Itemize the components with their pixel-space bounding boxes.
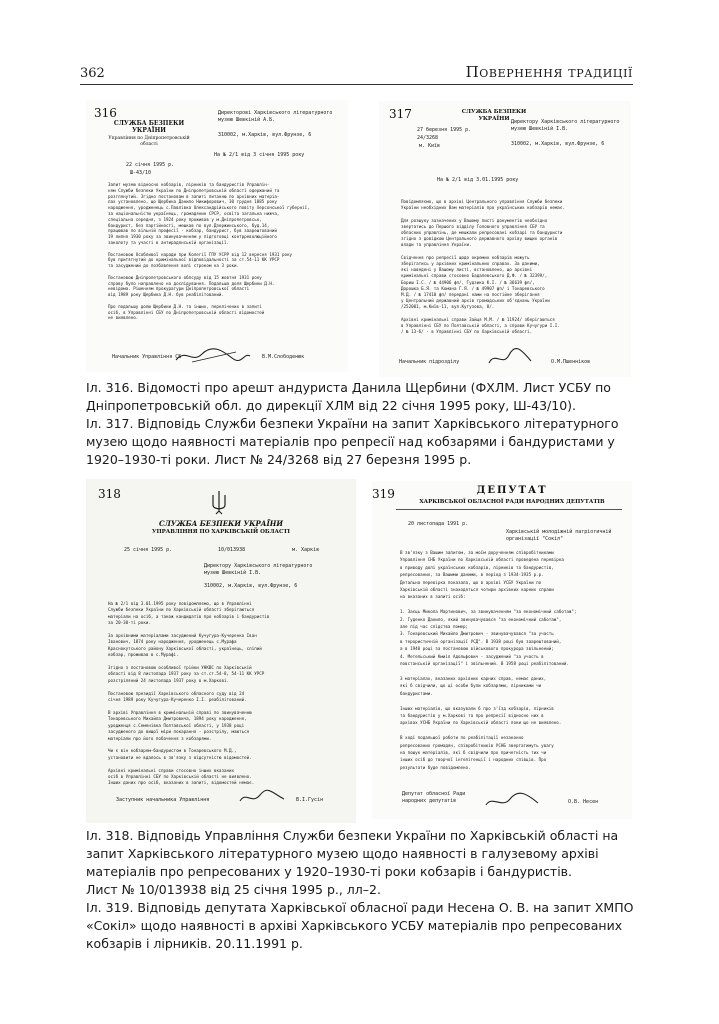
body-line: справу було направлено на дослідування. Подальша доля Щербини Д.Н.: [108, 280, 275, 286]
body-line: від 1989 року Щербина Д.Н. був реабілітований.: [108, 292, 224, 298]
figure-number: 319: [372, 487, 395, 501]
document-image-319: [372, 481, 632, 819]
body-line: [400, 668, 626, 675]
body-line: лах установлено, що Щербина Данило Никифорович, 30 грудня 1885 року: [108, 199, 277, 205]
body-line: влади та управління України.: [401, 242, 472, 248]
body-line: /252001, м.Київ-11, вул.Кутузова, 8/.: [401, 304, 495, 310]
body-line: Дорошка Б.Я. та Комана Г.Я. / № 49907 фп/ і Тонаревського: [401, 285, 545, 291]
header-divider: [396, 509, 622, 510]
doc-place: м. Київ: [419, 143, 441, 149]
signature: [236, 789, 288, 807]
body-line: у Центральний державний архів громадських об'єднань України: [401, 298, 550, 304]
body-line: Детальна перевірка показала, що в архіві УСБУ України по: [400, 579, 542, 585]
org-subtitle: Управління по Дніпропетровській області: [108, 136, 190, 147]
body-line: установити не вдалось в зв'язку з відсутністю відомостей.: [108, 754, 252, 760]
body-line: 2. Гуденко Данило, який звинувачувався "за економічний саботаж",: [400, 616, 562, 622]
address: 310002, м.Харків, вул.Фрунзе, 6: [204, 583, 298, 589]
page-number: 362: [80, 66, 105, 81]
body-line: матеріали на осіб, а також кандидатів про кобзарів і бандуристів: [108, 613, 270, 619]
doc-date: 22 січня 1995 р.: [126, 162, 175, 168]
body-line: На № 2/1 від 3.01.1995 року повідомляємо, що в Управлінні: [108, 601, 252, 606]
body-line: Запит музею відносно кобзарів, лірників та бандуристів Управлін-: [108, 182, 270, 187]
body-line: народження, уродженець с.Павлівка Олександрійського повіту Херсонської губернії,: [108, 205, 310, 211]
signer-title: Начальник підрозділу: [399, 359, 460, 365]
body-line: 4. Метельський Кмиіл Адольфович - засуджений "за участь в: [400, 653, 544, 659]
body-line: / № 13-б/ - в Управлінні СБУ по Харківській області.: [401, 329, 533, 335]
reference: На № 2/1 від 3 січня 1995 року: [214, 152, 305, 158]
org-name: СЛУЖБА БЕЗПЕКИ УКРАЇНИ: [113, 120, 185, 134]
body-line: в приводу долі українських кобзарів, лірників та бандуристів,: [400, 564, 554, 570]
signer-title: Депутат обласної Ради народних депутатів: [402, 791, 466, 804]
body-line: Інших даних про осіб, вказаних в запиті, відомостей немає.: [108, 780, 255, 786]
body-line: ням Служби безпеки України по Дніпропетровській області одержаний та: [108, 187, 280, 193]
deputy-title: ДЕПУТАТ: [476, 485, 548, 496]
body-line: які б свідчили, що ці особи були кобзарями, лірниками чи: [400, 683, 542, 689]
signer-name: О.В. Несен: [568, 799, 599, 805]
body-line: але під час слідства помер;: [400, 624, 469, 630]
body-line: Чи є він кобзарем-бандуристом в Тонаревського М.Д.,: [108, 748, 237, 754]
body-line: [400, 727, 626, 734]
trident-emblem: [209, 489, 229, 515]
body-line: Бориш І.С. / № 44906 фп/, Гудзика К.І. / № 36639 фп/,: [401, 279, 535, 285]
figure-number: 316: [94, 106, 117, 120]
body-line: засудженого до вищої міри покарання - розстрілу, маються: [108, 729, 250, 735]
body-line: 19 липня 1930 року за звинуваченням у підготовці контрреволюційного: [108, 234, 277, 240]
address: 310002, м.Харків, вул.Фрунзе, 6: [218, 132, 312, 138]
caption-317: Іл. 317. Відповідь Служби безпеки України на запит Харківського літературного музею щодо наявності матеріалів про репресії над кобзарями і бандуристами у 1920–1930-ті роки. Лист № 24/3268 від 27 березня 1995 р.: [86, 416, 619, 467]
document-image-318: [86, 479, 356, 823]
body-line: обласних управлінь, де мешкали репресовані кобзарі та бандуристи: [401, 230, 563, 236]
figure-number: 317: [389, 107, 412, 121]
document-image-316: [86, 100, 348, 372]
doc-date: 20 листопада 1991 р.: [408, 521, 469, 527]
body-line: розглянутий. Згідно постановам в запиті питанню по архівних матеріа-: [108, 193, 280, 199]
body-line: За архівними матеріалами засуджений Кучугура-Кучеренко Іван: [108, 633, 257, 639]
body-line: Постановою президії Харківського обласного суду від 24: [108, 690, 245, 696]
body-line: Свідчення про репресії щодо окремих кобзарів можуть: [401, 254, 530, 260]
doc-number: 24/3268: [417, 135, 439, 141]
body-line: Управління СНБ України по Харківській області проведена перевірка: [400, 557, 564, 563]
deputy-subtitle: ХАРКІВСЬКОЇ ОБЛАСНОЇ РАДИ НАРОДНИХ ДЕПУТАТІВ: [419, 499, 605, 505]
body-line: бандуристами.: [400, 690, 433, 696]
signature: [482, 791, 542, 811]
body-line: бандурист, без партійності, мешкав по вул.Дзержинського, буд.14,: [108, 222, 270, 228]
body-line: Для розшуку зазначених у Вашому листі документів необхідно: [401, 217, 548, 223]
body-line: репресованих, за Вашими даними, в період з 1934-1935 р.р.: [400, 572, 544, 578]
body-line: січня 1989 року Кучугура-Кучеренко І.І. реабілітований.: [108, 697, 247, 703]
body-line: осіб в Управлінні СБУ по Харківській області не виявлено.: [108, 773, 252, 779]
body-line: кримінальні справи стосовно Бадалевського Д.Ф. / № 32399/,: [401, 273, 548, 279]
body-line: розстріляний 24 листопада 1937 року в м.Харкові.: [108, 677, 230, 683]
body-line: Постановою Дніпропетровського облсуду від 15 жовтня 1931 року: [108, 274, 262, 280]
running-title: Повернення традиції: [465, 63, 633, 81]
body-line: інших осіб до творчої інтелігенції і народних співців. Про: [400, 757, 547, 763]
addressee: Директору Харківського літературного музею Шевкіній І.В.: [204, 563, 313, 576]
org-name: СЛУЖБА БЕЗПЕКИ УКРАЇНИ: [461, 109, 527, 122]
body-line: Служби безпеки України по Харківській області зберігаються: [108, 607, 255, 613]
body-line: репресованих громадян, співробітників УСНБ звертатимуть увагу: [400, 742, 554, 748]
doc-body: [400, 549, 626, 771]
addressee: Харківській молодіжній патріотичній організації "Сокіл": [506, 529, 612, 542]
body-line: Тонаревського Михайла Дмитровича, 1894 року народження,: [108, 716, 247, 722]
body-line: Повідомляємо, що в архіві Центрального управління Служби безпеки: [401, 199, 563, 204]
body-line: та бандуристів у м.Харкові та про репресії відносно них в: [400, 712, 544, 718]
body-line: архівах УСНБ України по Харківській області поки що не виявлено.: [400, 720, 562, 726]
addressee: Директору Харківського літературного музею Шевкіній І.В.: [511, 119, 620, 132]
doc-body: [401, 199, 623, 335]
org-name: СЛУЖБА БЕЗПЕКИ УКРАЇНИ: [159, 519, 283, 528]
body-line: на пошук матеріалів, які б свідчили про причетність тих чи: [400, 749, 547, 755]
body-line: М.Д. / № 17410 фп/ передані нами на постійне зберігання: [401, 292, 540, 298]
body-line: був притягнутий до кримінальної відповідальності за ст.54-11 КК УРСР: [108, 257, 280, 263]
body-line: які наведені у Вашому листі, встановлено, що архівні: [401, 267, 533, 273]
body-line: уродженця с.Семенівка Полтавської області, у 1938 році: [108, 722, 245, 728]
doc-number: 10/013938: [218, 547, 246, 553]
body-line: осіб, в Управлінні СБУ по Дніпропетровській області відомостей: [108, 309, 265, 315]
signer-name: В.М.Слободенюк: [262, 354, 305, 360]
body-line: Харківській області знаходяться чотири архівних карних справи: [400, 587, 554, 593]
body-line: Іванович, 1874 року народження, уродженець с.Мурафа: [108, 639, 237, 645]
body-line: матеріали про його побачення з кобзарями.: [108, 735, 212, 741]
body-line: 1. Заєць Микола Мартинович, за звинуваченням "за економічний саботаж";: [400, 609, 577, 615]
body-line: Архівні кримінальні справи стосовно інших вказаних: [108, 767, 235, 773]
org-subtitle: УПРАВЛІННЯ ПО ХАРКІВСЬКІЙ ОБЛАСТІ: [151, 529, 290, 535]
doc-date: 27 березня 1995 р.: [417, 127, 472, 133]
figure-number: 318: [98, 487, 121, 501]
doc-body: [108, 182, 336, 321]
signature: [485, 347, 535, 369]
body-line: за національністю українець, громадянин СРСР, освіта загальна нижча,: [108, 210, 280, 216]
doc-body: [108, 601, 344, 787]
body-line: результати буде повідомлено.: [400, 764, 471, 770]
body-line: В архіві Управління в кримінальній справі по звинуваченню: [108, 709, 252, 715]
body-line: не виявлено.: [108, 315, 139, 321]
body-line: за 20-30-ті роки.: [108, 620, 151, 626]
signer-title: Заступник начальника Управління: [116, 797, 210, 803]
body-line: на вказаних в запиті осіб:: [400, 594, 466, 600]
body-line: заколоту та участі в антирадянській організації.: [108, 239, 230, 245]
body-line: Архівні кримінальні справи Зайця М.М. / № 11924/ зберігаються: [401, 316, 555, 322]
body-line: З матеріалах, вказаних архівних карних справ, немає даних,: [400, 675, 547, 681]
body-line: в Управлінні СБУ по Полтавській області, а справи Кучугури І.І.: [401, 323, 560, 329]
body-line: згідно з довідкою Центрального державного архіву вищих органів: [401, 236, 558, 242]
body-line: зберігатись у архівних кримінальних справах. За даними,: [401, 261, 540, 267]
caption-319: Іл. 319. Відповідь депутата Харківської обласної ради Несена О. В. на запит ХМПО «Сокіл» щодо наявності в архіві Харківського УСБУ матеріалів про репресованих кобзарів і лірників. 20.11.1991 р.: [86, 900, 634, 951]
doc-date: 25 січня 1995 р.: [124, 547, 173, 553]
caption-318-letter: Лист № 10/013938 від 25 січня 1995 р., лл–2.: [86, 882, 381, 897]
doc-place: м. Харків: [292, 547, 320, 553]
doc-number: Ш-43/10: [130, 170, 152, 176]
body-line: В зв'язку з Вашим запитом, за моїм дорученням співробітниками: [400, 550, 554, 555]
body-line: повстанській організації" і звільнений. В 1958 році реабілітований.: [400, 661, 569, 667]
caption-316: Іл. 316. Відомості про арешт андуриста Данила Щербини (ФХЛМ. Лист УСБУ по Дніпропетровській обл. до дирекції ХЛМ від 22 січня 1995 року, Ш-43/10).: [86, 380, 611, 413]
signature: [172, 346, 252, 366]
body-line: області від 8 листопада 1937 року за ст.ст.54-8, 54-11 КК УРСР: [108, 671, 265, 677]
body-line: В ході подальшої роботи по реабілітації незаконно: [400, 735, 524, 741]
reference: На № 2/1 від 3.01.1995 року: [437, 177, 519, 183]
body-line: невідома. Рішенням прокуратури Дніпропетровської області: [108, 286, 250, 292]
body-line: 3. Тонаревський Михайло Дмитрович - звинувачувався "за участь: [400, 631, 554, 637]
body-line: України необхідних Вам матеріалів про українських кобзарів немає.: [401, 205, 565, 211]
body-line: Постановою Особливої наради при Колегії ГПУ УСРР від 12 вересня 1931 року: [108, 251, 293, 257]
address: 310002, м.Харків, вул.Фрунзе, 6: [511, 141, 605, 147]
body-line: [400, 601, 626, 608]
body-line: та засуджений до позбавлення волі строком на 3 роки.: [108, 263, 240, 269]
addressee: Директорові Харківського літературного музею Шевкіній А.Б.: [218, 110, 333, 123]
body-line: а в 1940 році за постановою військового прокурора звільнений;: [400, 646, 554, 652]
body-line: спеціальна середня, з 1924 року проживав у м.Дніпропетровськ,: [108, 216, 262, 222]
body-line: кобзар, проживав в с.Мурафі.: [108, 652, 179, 658]
body-line: працював по вільній професії - кобзар, бандурист, був заарештований: [108, 228, 277, 234]
body-line: звертатись до Першого відділу Головного управління СБУ та: [401, 223, 545, 229]
signer-name: О.М.Пшенніков: [551, 359, 591, 365]
signer-title: Начальник Управління СБ: [112, 354, 182, 360]
body-line: Інших матеріалів, що вказували б про з'їзд кобзарів, лірників: [400, 705, 554, 711]
body-line: Згідно з постановою особливої трійки УНКВС по Харківській: [108, 665, 252, 671]
body-line: [400, 697, 626, 704]
signer-name: В.І.Гусін: [296, 797, 324, 803]
body-line: Краснокутського району Харківської області, українець, сліпий: [108, 645, 262, 651]
body-line: в терористичній організації УСД". В 1938 році був заарештований,: [400, 638, 562, 644]
body-line: Про подальшу долю Щербини Д.Н. та інших, перелічених в запиті: [108, 303, 262, 309]
header-rule: [80, 84, 633, 85]
caption-318: Іл. 318. Відповідь Управління Служби безпеки України по Харківській області на запит Харківського літературного музею щодо наявності в галузевому архіві матеріалів про репресованих у 1920–1930-ті роки кобзарів і бандуристів.: [86, 828, 619, 879]
document-image-317: [379, 101, 631, 377]
